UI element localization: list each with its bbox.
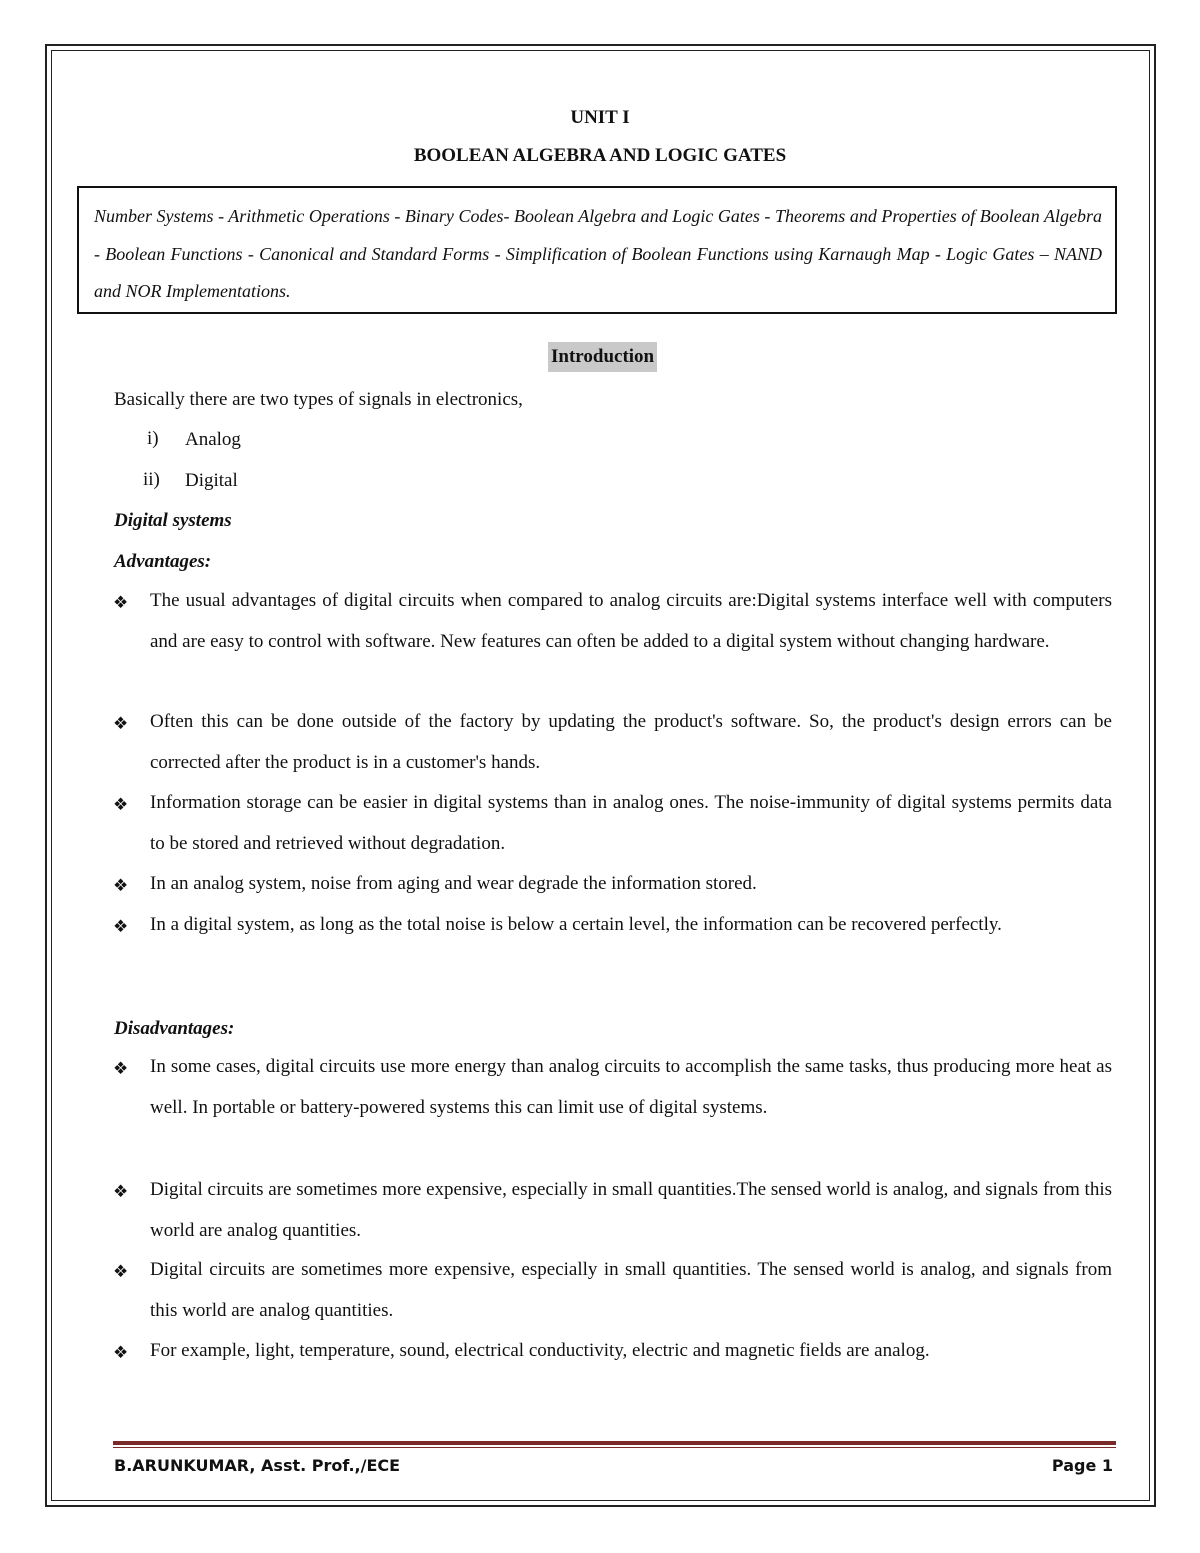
type-digital: Digital — [185, 470, 238, 491]
bullet-icon: ❖ — [113, 1059, 129, 1078]
bullet-icon: ❖ — [113, 1343, 129, 1362]
disadvantage-item: In some cases, digital circuits use more energy than analog circuits to accomplish the same tasks, thus producing more heat as well. In portable or battery-powered systems this can limit use of digital systems. — [150, 1056, 1112, 1118]
intro-lead-text: Basically there are two types of signals in electronics, — [114, 389, 523, 410]
bullet-icon: ❖ — [113, 1182, 129, 1201]
footer-rule-thin — [113, 1447, 1116, 1448]
syllabus-box: Number Systems - Arithmetic Operations - Binary Codes- Boolean Algebra and Logic Gates - Theorems and Properties of Boolean Algebra - Boolean Functions - Canonical and Standard Forms - Simplification of Boolean Functions using Karnaugh Map - Logic Gates – NAND and NOR Implementations. — [77, 186, 1117, 314]
disadvantage-item: Digital circuits are sometimes more expensive, especially in small quantities.The sensed world is analog, and signals from this world are analog quantities. — [150, 1179, 1112, 1241]
digital-systems-heading: Digital systems — [114, 510, 232, 531]
introduction-heading: Introduction — [548, 342, 657, 372]
advantages-heading: Advantages: — [114, 551, 212, 572]
bullet-icon: ❖ — [113, 917, 129, 936]
disadvantage-item: For example, light, temperature, sound, electrical conductivity, electric and magnetic fields are analog. — [150, 1340, 930, 1361]
bullet-icon: ❖ — [113, 1262, 129, 1281]
page-number: Page 1 — [1051, 1456, 1113, 1475]
unit-number: UNIT I — [570, 107, 630, 128]
type-label-digital: ii) — [143, 469, 160, 490]
type-label-analog: i) — [147, 428, 159, 449]
footer-rule — [113, 1441, 1116, 1445]
bullet-icon: ❖ — [113, 714, 129, 733]
footer-author: B.ARUNKUMAR, Asst. Prof.,/ECE — [114, 1456, 401, 1475]
advantage-item: Information storage can be easier in digital systems than in analog ones. The noise-immunity of digital systems permits data to be stored and retrieved without degradation. — [150, 792, 1112, 854]
advantage-item: Often this can be done outside of the factory by updating the product's software. So, the product's design errors can be corrected after the product is in a customer's hands. — [150, 711, 1112, 773]
unit-title: BOOLEAN ALGEBRA AND LOGIC GATES — [413, 145, 787, 166]
disadvantages-heading: Disadvantages: — [114, 1018, 235, 1039]
advantage-item: The usual advantages of digital circuits when compared to analog circuits are:Digital systems interface well with computers and are easy to control with software. New features can often be added to a digital system without changing hardware. — [150, 590, 1112, 652]
advantage-item: In a digital system, as long as the total noise is below a certain level, the information can be recovered perfectly. — [150, 914, 1002, 935]
disadvantage-item: Digital circuits are sometimes more expensive, especially in small quantities. The sensed world is analog, and signals from this world are analog quantities. — [150, 1259, 1112, 1321]
type-analog: Analog — [185, 429, 241, 450]
bullet-icon: ❖ — [113, 876, 129, 895]
advantage-item: In an analog system, noise from aging and wear degrade the information stored. — [150, 873, 757, 894]
bullet-icon: ❖ — [113, 795, 129, 814]
bullet-icon: ❖ — [113, 593, 129, 612]
